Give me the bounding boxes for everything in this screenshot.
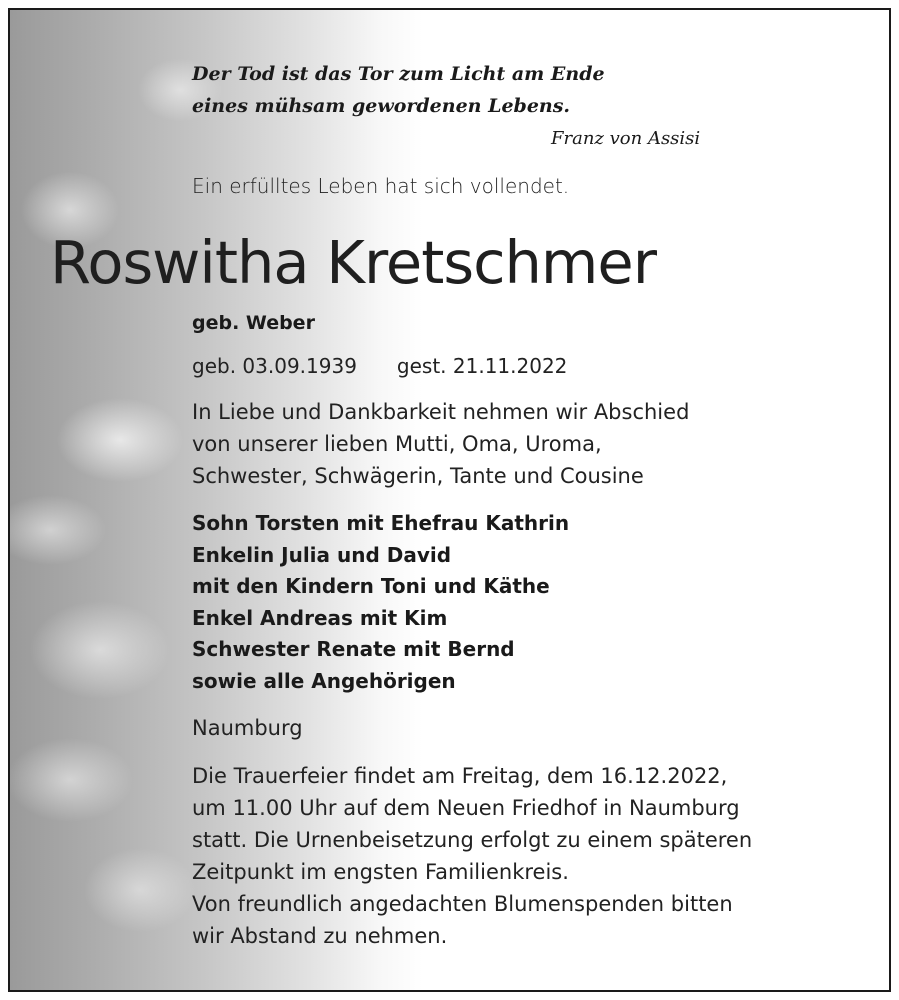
farewell-text bbox=[192, 396, 689, 492]
farewell-line: von unserer lieben Mutti, Oma, Uroma, bbox=[192, 432, 602, 456]
mourner-line: Enkel Andreas mit Kim bbox=[192, 605, 448, 630]
mourners-list bbox=[192, 508, 569, 697]
ceremony-line: statt. Die Urnenbeisetzung erfolgt zu einem späteren bbox=[192, 828, 753, 852]
quote bbox=[192, 58, 605, 122]
maiden-name: geb. Weber bbox=[192, 312, 315, 334]
place-name: Naumburg bbox=[192, 716, 303, 740]
ceremony-info bbox=[192, 760, 752, 952]
ceremony-line: wir Abstand zu nehmen. bbox=[192, 924, 448, 948]
farewell-line: Schwester, Schwägerin, Tante und Cousine bbox=[192, 464, 644, 488]
mourner-line: Sohn Torsten mit Ehefrau Kathrin bbox=[192, 511, 570, 535]
quote-author: Franz von Assisi bbox=[551, 128, 701, 149]
death-date: gest. 21.11.2022 bbox=[396, 354, 568, 378]
quote-line: eines mühsam gewordenen Lebens. bbox=[192, 95, 571, 117]
farewell-line: In Liebe und Dankbarkeit nehmen wir Abschied bbox=[192, 400, 690, 424]
ceremony-line: Von freundlich angedachten Blumenspenden bitten bbox=[192, 892, 733, 916]
mourner-line: sowie alle Angehörigen bbox=[192, 668, 456, 693]
intro-text: Ein erfülltes Leben hat sich vollendet. bbox=[192, 174, 570, 198]
ceremony-line: Zeitpunkt im engsten Familienkreis. bbox=[192, 860, 569, 884]
ceremony-line: Die Trauerfeier findet am Freitag, dem 16.12.2022, bbox=[192, 764, 728, 788]
mourner-line: Schwester Renate mit Bernd bbox=[192, 637, 515, 661]
life-dates bbox=[192, 354, 567, 378]
mourner-line: Enkelin Julia und David bbox=[192, 542, 452, 567]
deceased-name: Roswitha Kretschmer bbox=[50, 228, 656, 297]
birth-date: geb. 03.09.1939 bbox=[192, 354, 357, 378]
obituary-frame bbox=[8, 8, 891, 992]
quote-line: Der Tod ist das Tor zum Licht am Ende bbox=[192, 63, 605, 85]
obituary-content bbox=[10, 10, 889, 990]
mourner-line: mit den Kindern Toni und Käthe bbox=[192, 574, 550, 598]
ceremony-line: um 11.00 Uhr auf dem Neuen Friedhof in Naumburg bbox=[192, 796, 740, 820]
